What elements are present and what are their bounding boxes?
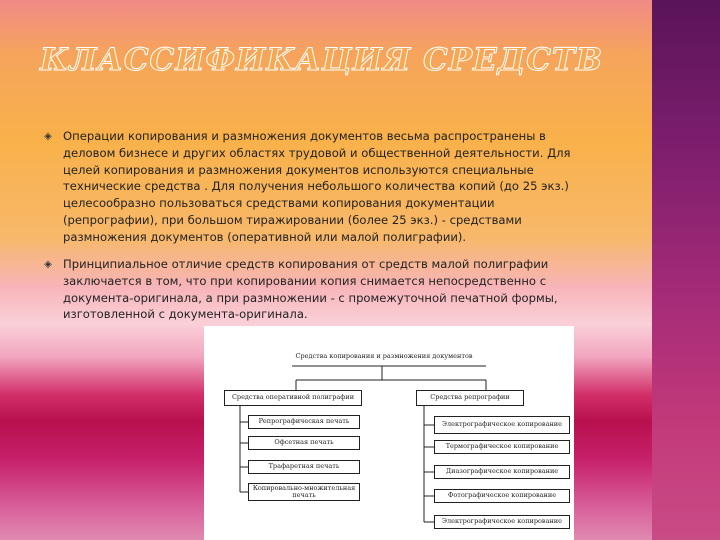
paragraph-copying-operations: Операции копирования и размножения документов весьма распространены в деловом бизнесе и других областях трудовой и общественной деятельности. Для целей копирования и размножения документов используются специальные технические средства . Для получения небольшого количества копий (до 25 экз.) целесообразно пользоваться средствами копирования документации (репрографии), при большом тиражировании (более 25 экз.) - средствами размножения документов (оперативной или малой полиграфии). <box>63 129 571 244</box>
slide-title: КЛАССИФИКАЦИЯ СРЕДСТВ <box>40 42 604 78</box>
box-diazographic-copying: Диазографическое копирование <box>434 465 570 479</box>
box-reprography: Средства репрографии <box>416 390 524 406</box>
paragraph-principal-difference: Принципиальное отличие средств копирования от средств малой полиграфии заключается в том, что при копировании копия снимается непосредственно с документа-оригинала, а при размножении - с промежуточной печатной формы, изготовленной с документа-оригинала. <box>63 257 558 322</box>
box-photographic-copying: Фотографическое копирование <box>434 489 570 503</box>
box-reprographic-printing: Репрографическая печать <box>248 415 360 429</box>
box-stencil-printing: Трафаретная печать <box>248 460 360 474</box>
box-offset-printing: Офсетная печать <box>248 436 360 450</box>
decorative-sidebar <box>652 0 720 540</box>
diamond-bullet-icon: ◈ <box>44 131 52 142</box>
diamond-bullet-icon: ◈ <box>44 259 52 270</box>
box-operative-polygraphy: Средства оперативной полиграфии <box>224 390 362 406</box>
box-thermographic-copying: Термографическое копирование <box>434 440 570 454</box>
classification-diagram <box>204 326 574 540</box>
box-electrographic-copying-2: Электрографическое копирование <box>434 515 570 529</box>
box-copy-multiplying-printing: Копировально-множительная печать <box>248 483 360 501</box>
diagram-title: Средства копирования и размножения документов <box>295 352 473 360</box>
box-electrographic-copying-1: Электрографическое копирование <box>434 416 570 434</box>
